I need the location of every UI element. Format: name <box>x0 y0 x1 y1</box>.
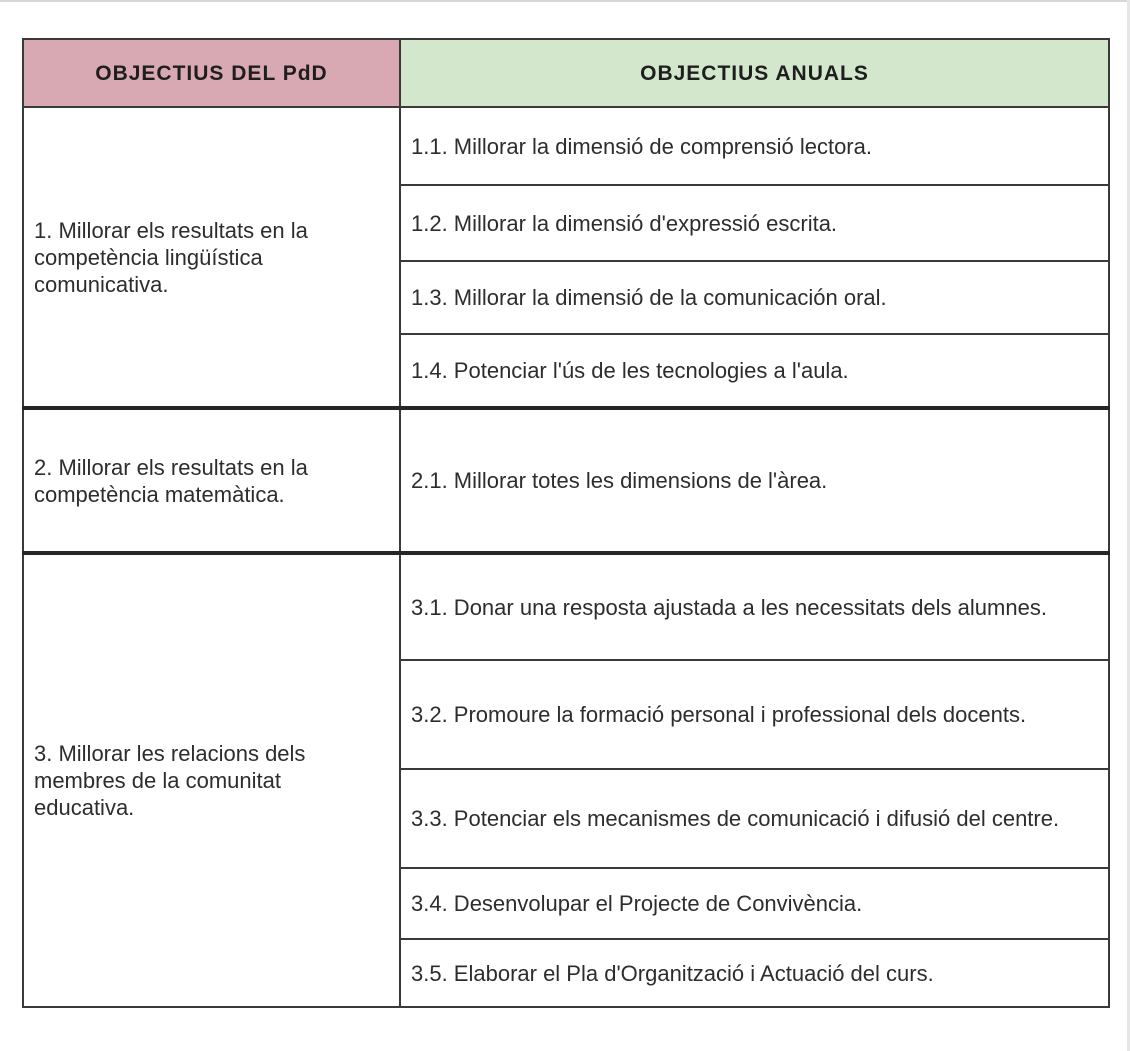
pdd-objective-3: 3. Millorar les relacions dels membres de la comunitat educativa. <box>23 553 400 1007</box>
header-annual-objectives: OBJECTIUS ANUALS <box>400 39 1109 107</box>
table-row <box>23 107 1109 185</box>
annual-objective-1-2: 1.2. Millorar la dimensió d'expressió escrita. <box>400 185 1109 261</box>
annual-objective-1-4: 1.4. Potenciar l'ús de les tecnologies a l'aula. <box>400 334 1109 408</box>
pdd-objective-1: 1. Millorar els resultats en la competència lingüística comunicativa. <box>23 107 400 408</box>
pdd-objective-2: 2. Millorar els resultats en la competència matemàtica. <box>23 408 400 553</box>
header-pdd-objectives: OBJECTIUS DEL PdD <box>23 39 400 107</box>
annual-objective-3-4: 3.4. Desenvolupar el Projecte de Convivència. <box>400 868 1109 939</box>
annual-objective-1-3: 1.3. Millorar la dimensió de la comunicación oral. <box>400 261 1109 334</box>
annual-objective-3-2: 3.2. Promoure la formació personal i professional dels docents. <box>400 660 1109 769</box>
annual-objective-3-5: 3.5. Elaborar el Pla d'Organització i Actuació del curs. <box>400 939 1109 1007</box>
top-edge <box>0 0 1130 2</box>
header-row <box>23 39 1109 107</box>
annual-objective-3-3: 3.3. Potenciar els mecanismes de comunicació i difusió del centre. <box>400 769 1109 868</box>
objectives-table <box>22 38 1110 1008</box>
table-row <box>23 553 1109 660</box>
table-row <box>23 408 1109 553</box>
annual-objective-2-1: 2.1. Millorar totes les dimensions de l'àrea. <box>400 408 1109 553</box>
annual-objective-1-1: 1.1. Millorar la dimensió de comprensió lectora. <box>400 107 1109 185</box>
annual-objective-3-1: 3.1. Donar una resposta ajustada a les necessitats dels alumnes. <box>400 553 1109 660</box>
